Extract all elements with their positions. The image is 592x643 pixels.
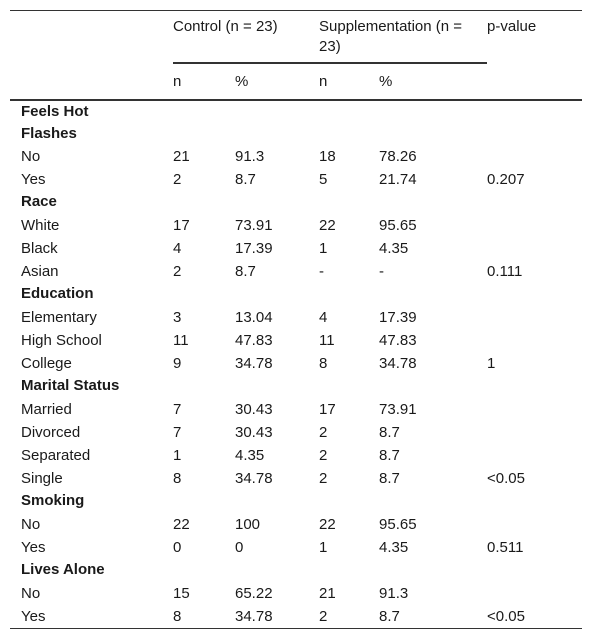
table-row [10, 329, 582, 352]
cell-supp-pct: 8.7 [379, 424, 400, 441]
row-label: No [21, 516, 41, 533]
cell-supp-pct: 8.7 [379, 605, 487, 629]
cell-control-pct: 34.78 [235, 470, 273, 487]
table-row [10, 582, 582, 605]
cell-control-n: 0 [173, 539, 182, 556]
row-label: Divorced [21, 424, 81, 441]
cell-supp-pct: 4.35 [379, 240, 409, 257]
row-label: Yes [21, 539, 46, 556]
table-body [10, 100, 582, 629]
row-label: Elementary [21, 309, 97, 326]
cell-control-pct: 0 [235, 539, 244, 556]
cell-control-pct: 30.43 [235, 401, 273, 418]
cell-control-n: 7 [173, 424, 182, 441]
cell-control-n: 8 [173, 470, 182, 487]
row-label: Single [21, 470, 63, 487]
cell-supp-n: 18 [319, 148, 336, 165]
row-label: White [21, 217, 60, 234]
table-row [10, 214, 582, 237]
cell-control-pct: 4.35 [235, 447, 265, 464]
cell-control-pct: 65.22 [235, 585, 273, 602]
cell-p-value: 1 [487, 355, 496, 372]
table-row [10, 260, 582, 283]
section-title: Marital Status [21, 377, 120, 394]
cell-p-value [487, 237, 582, 260]
cell-control-n: 11 [173, 332, 189, 349]
cell-p-value: 0.511 [487, 539, 524, 556]
cell-supp-pct: - [379, 263, 385, 280]
section-header-row [10, 100, 582, 145]
row-label: College [21, 355, 72, 372]
row-label: Yes [21, 171, 46, 188]
row-label: No [21, 585, 41, 602]
cell-control-n: 9 [173, 355, 182, 372]
cell-control-n: 17 [173, 217, 190, 234]
row-label: Married [21, 401, 72, 418]
cell-p-value [487, 398, 582, 421]
cell-control-pct: 91.3 [235, 148, 265, 165]
cell-p-value [487, 145, 582, 168]
cell-p-value [487, 306, 582, 329]
section-header-row [10, 191, 582, 214]
cell-p-value [487, 421, 582, 444]
cell-control-n: 4 [173, 240, 182, 257]
table-row [10, 444, 582, 467]
table-row [10, 513, 582, 536]
table-row [10, 306, 582, 329]
cell-control-n: 1 [173, 447, 182, 464]
cell-control-n: 21 [173, 148, 190, 165]
cell-supp-pct: 21.74 [379, 171, 417, 188]
cell-p-value: 0.207 [487, 171, 525, 188]
table-row [10, 605, 582, 629]
data-table [10, 10, 582, 629]
cell-supp-pct: 91.3 [379, 585, 409, 602]
cell-supp-n: 11 [319, 332, 335, 349]
table-row [10, 352, 582, 375]
section-header-row [10, 559, 582, 582]
cell-supp-n: 1 [319, 240, 328, 257]
empty-cell [173, 100, 235, 145]
cell-supp-pct: 95.65 [379, 516, 417, 533]
cell-supp-n: 2 [319, 470, 328, 487]
empty-cell [235, 100, 319, 145]
section-title: Smoking [21, 492, 85, 509]
cell-p-value: <0.05 [487, 605, 582, 629]
cell-control-pct: 34.78 [235, 355, 273, 372]
section-title: Education [21, 285, 94, 302]
table-row [10, 398, 582, 421]
table-row [10, 467, 582, 490]
row-label: Yes [10, 605, 173, 629]
cell-supp-n: 2 [319, 605, 379, 629]
cell-supp-pct: 34.78 [379, 355, 417, 372]
section-header-row [10, 375, 582, 398]
cell-control-pct: 73.91 [235, 217, 273, 234]
cell-control-n: 22 [173, 516, 190, 533]
cell-control-n: 3 [173, 309, 182, 326]
cell-control-n: 7 [173, 401, 182, 418]
row-label: Black [21, 240, 58, 257]
cell-control-n: 2 [173, 171, 182, 188]
cell-supp-pct: 4.35 [379, 539, 409, 556]
cell-supp-pct: 17.39 [379, 309, 417, 326]
cell-control-pct: 8.7 [235, 171, 256, 188]
table-row [10, 421, 582, 444]
cell-control-n: 15 [173, 585, 190, 602]
cell-p-value [487, 444, 582, 467]
cell-supp-pct: 47.83 [379, 332, 417, 349]
cell-supp-n: 21 [319, 585, 336, 602]
row-label: High School [21, 332, 102, 349]
section-title: Lives Alone [21, 561, 105, 578]
cell-control-pct: 8.7 [235, 263, 256, 280]
table-row [10, 168, 582, 191]
header-supp-pct: % [379, 63, 487, 100]
cell-supp-n: 8 [319, 355, 328, 372]
cell-supp-n: 17 [319, 401, 336, 418]
cell-supp-n: - [319, 263, 325, 280]
table-row [10, 536, 582, 559]
cell-supp-pct: 78.26 [379, 148, 417, 165]
cell-control-n: 8 [173, 605, 235, 629]
empty-cell [487, 100, 582, 145]
header-control-pct: % [235, 63, 319, 100]
row-label: Separated [21, 447, 91, 464]
section-header-row [10, 283, 582, 306]
empty-cell [379, 100, 487, 145]
cell-p-value [487, 214, 582, 237]
cell-supp-n: 1 [319, 539, 328, 556]
cell-control-pct: 30.43 [235, 424, 273, 441]
cell-supp-pct: 8.7 [379, 447, 400, 464]
header-supplementation-group: Supplementation (n = 23) [319, 11, 487, 64]
cell-supp-n: 22 [319, 217, 336, 234]
cell-supp-n: 4 [319, 309, 328, 326]
section-header-row [10, 490, 582, 513]
cell-control-pct: 17.39 [235, 240, 273, 257]
table-row [10, 237, 582, 260]
header-pvalue: p-value [487, 11, 582, 101]
cell-p-value [487, 329, 582, 352]
cell-supp-pct: 95.65 [379, 217, 417, 234]
cell-supp-pct: 8.7 [379, 470, 400, 487]
cell-p-value: <0.05 [487, 470, 525, 487]
section-title: Feels Hot Flashes [21, 103, 89, 142]
section-title: Race [21, 193, 57, 210]
cell-supp-n: 2 [319, 424, 328, 441]
cell-control-n: 2 [173, 263, 182, 280]
cell-p-value [487, 513, 582, 536]
header-control-group: Control (n = 23) [173, 11, 319, 64]
header-empty-cell [10, 11, 173, 101]
cell-supp-n: 5 [319, 171, 328, 188]
cell-control-pct: 47.83 [235, 332, 273, 349]
table-row [10, 145, 582, 168]
cell-control-pct: 34.78 [235, 605, 319, 629]
cell-supp-n: 2 [319, 447, 328, 464]
cell-supp-pct: 73.91 [379, 401, 417, 418]
cell-control-pct: 13.04 [235, 309, 273, 326]
empty-cell [319, 100, 379, 145]
header-supp-n: n [319, 63, 379, 100]
header-control-n: n [173, 63, 235, 100]
cell-control-pct: 100 [235, 516, 261, 533]
cell-p-value [487, 582, 582, 605]
cell-p-value: 0.111 [487, 263, 523, 280]
cell-supp-n: 22 [319, 516, 336, 533]
row-label: No [21, 148, 41, 165]
row-label: Asian [21, 263, 59, 280]
